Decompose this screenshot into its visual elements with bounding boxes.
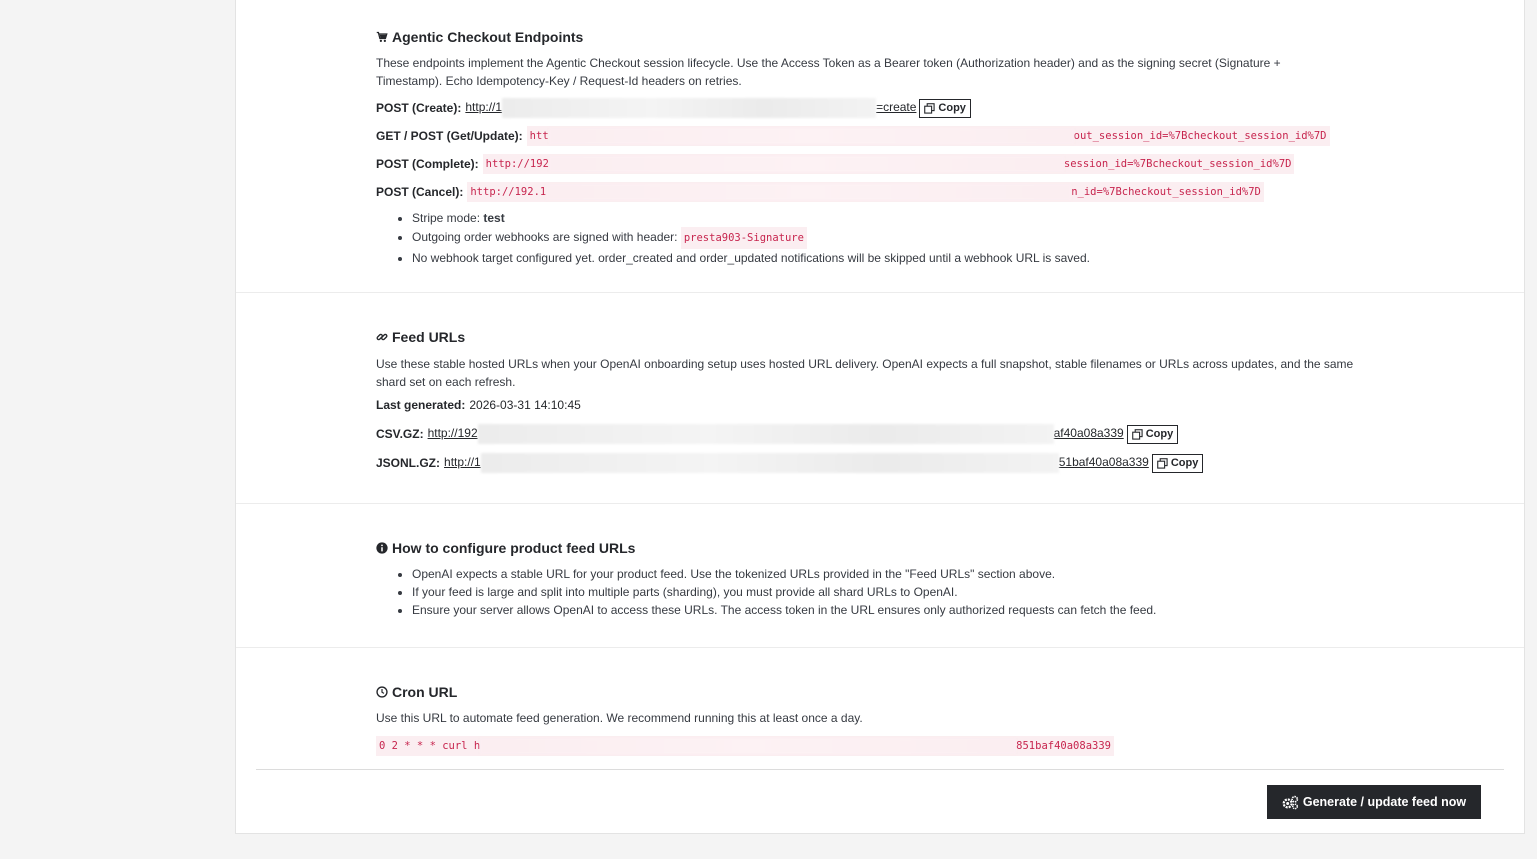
cron-header [376,684,1376,700]
stripe-mode-label: Stripe mode: [412,211,481,225]
cron-command-row [376,736,1114,756]
list-item [412,209,1376,227]
endpoint-create-prefix: http://1 [465,100,503,115]
list-item [412,249,1376,267]
feeds-description-wrap [376,355,1376,391]
gears-icon [1282,795,1299,810]
endpoint-complete-label: POST (Complete): [376,157,479,171]
cron-description-wrap [376,709,1376,727]
copy-csv-button[interactable] [1127,425,1179,444]
howto-title-text: How to configure product feed URLs [392,540,636,556]
jsonl-feed-link[interactable] [444,453,1149,473]
copy-icon [1132,429,1143,440]
redacted-region [480,738,1016,754]
endpoint-cancel-suffix: n_id=%7Bcheckout_session_id%7D [1071,186,1261,198]
feeds-header [376,329,1376,345]
list-item: • Ensure your server allows OpenAI to access these URLs. The access token in the URL ensures only authorized requests can fetch the feed. [412,601,1376,619]
cron-section [236,648,1524,768]
list-item: • OpenAI expects a stable URL for your product feed. Use the tokenized URLs provided in the "Feed URLs" section above. [412,565,1376,583]
cron-title-text: Cron URL [392,684,458,700]
last-generated-label: Last generated: [376,398,466,412]
howto-section [236,504,1524,648]
feeds-section [236,293,1524,503]
checkout-description-wrap [376,54,1336,90]
endpoint-get-url [527,126,1330,146]
generate-feed-button[interactable] [1267,785,1481,819]
jsonl-feed-row [376,453,1203,473]
link-icon [376,331,388,343]
endpoint-create-label: POST (Create): [376,101,462,115]
jsonl-feed-label: JSONL.GZ: [376,456,441,470]
checkout-header [376,29,1376,45]
cron-title [376,684,1376,700]
howto-header [376,540,1376,556]
endpoint-complete-url [483,154,1295,174]
webhook-signature-text: Outgoing order webhooks are signed with header: [412,230,678,244]
endpoint-cancel-prefix: http://192.1 [470,186,547,198]
no-webhook-text: No webhook target configured yet. order_created and order_updated notifications will be skipped until a webhook URL is saved. [412,251,1090,265]
endpoint-create-link[interactable] [465,98,916,118]
copy-csv-label: Copy [1145,428,1174,440]
last-generated-value: 2026-03-31 14:10:45 [469,398,581,412]
webhook-signature-header: presta903-Signature [681,227,807,249]
checkout-section [236,0,1524,293]
cron-command[interactable] [376,736,1114,756]
copy-create-label: Copy [938,102,966,114]
copy-icon [924,103,935,114]
checkout-notes-list [376,209,1376,267]
copy-create-button[interactable] [919,99,971,118]
cron-command-prefix: 0 2 * * * curl h [379,740,481,752]
footer-divider [256,769,1504,770]
copy-jsonl-button[interactable] [1152,454,1204,473]
redacted-region [481,453,1059,473]
endpoint-get-label: GET / POST (Get/Update): [376,129,523,143]
copy-jsonl-label: Copy [1170,457,1199,469]
redacted-region [546,184,1071,200]
endpoint-cancel-row [376,182,1264,202]
csv-feed-suffix: af40a08a339 [1053,426,1124,441]
redacted-region [549,156,1064,172]
redacted-region [478,424,1054,444]
csv-feed-link[interactable] [428,424,1124,444]
cart-icon [376,31,388,43]
endpoint-get-row [376,126,1330,146]
feeds-description: Use these stable hosted URLs when your OpenAI onboarding setup uses hosted URL delivery. OpenAI expects a full snapshot, stable filenames or URLs across updates, and the same shard set on each refresh. [376,357,1354,389]
cron-command-suffix: 851baf40a08a339 [1016,740,1111,752]
redacted-region [549,128,1074,144]
checkout-title-text: Agentic Checkout Endpoints [392,29,584,45]
endpoint-get-suffix: out_session_id=%7Bcheckout_session_id%7D [1073,130,1327,142]
endpoint-cancel-url [467,182,1264,202]
endpoint-complete-row [376,154,1294,174]
feeds-title [376,329,1376,345]
howto-list-wrap [376,565,1376,619]
cron-description: Use this URL to automate feed generation. We recommend running this at least once a day. [376,711,863,725]
last-generated-row [376,398,581,412]
generate-feed-label: Generate / update feed now [1302,795,1467,809]
stripe-mode-value: test [483,211,505,225]
feeds-title-text: Feed URLs [392,329,466,345]
checkout-notes [376,209,1376,267]
redacted-region [502,98,876,118]
howto-list [376,565,1376,619]
csv-feed-row [376,424,1178,444]
jsonl-feed-prefix: http://1 [444,455,481,470]
endpoint-cancel-label: POST (Cancel): [376,185,464,199]
list-item [412,227,1376,249]
endpoint-create-row [376,98,971,118]
csv-feed-label: CSV.GZ: [376,427,424,441]
csv-feed-prefix: http://192 [427,426,478,441]
checkout-title [376,29,1376,45]
copy-icon [1157,458,1168,469]
checkout-description: These endpoints implement the Agentic Checkout session lifecycle. Use the Access Token as a Bearer token (Authorization header) and as the signing secret (Signature + Timestamp). Echo Idempotency-Key / Request-Id headers on retries. [376,56,1281,88]
howto-title [376,540,1376,556]
content-panel [235,0,1525,834]
info-circle-icon [376,542,388,554]
clock-icon [376,686,388,698]
jsonl-feed-suffix: 51baf40a08a339 [1058,455,1149,470]
endpoint-get-prefix: htt [529,130,549,142]
endpoint-complete-prefix: http://192 [485,158,549,170]
endpoint-create-suffix: =create [876,100,917,115]
endpoint-complete-suffix: session_id=%7Bcheckout_session_id%7D [1063,158,1292,170]
list-item: • If your feed is large and split into multiple parts (sharding), you must provide all shard URLs to OpenAI. [412,583,1376,601]
